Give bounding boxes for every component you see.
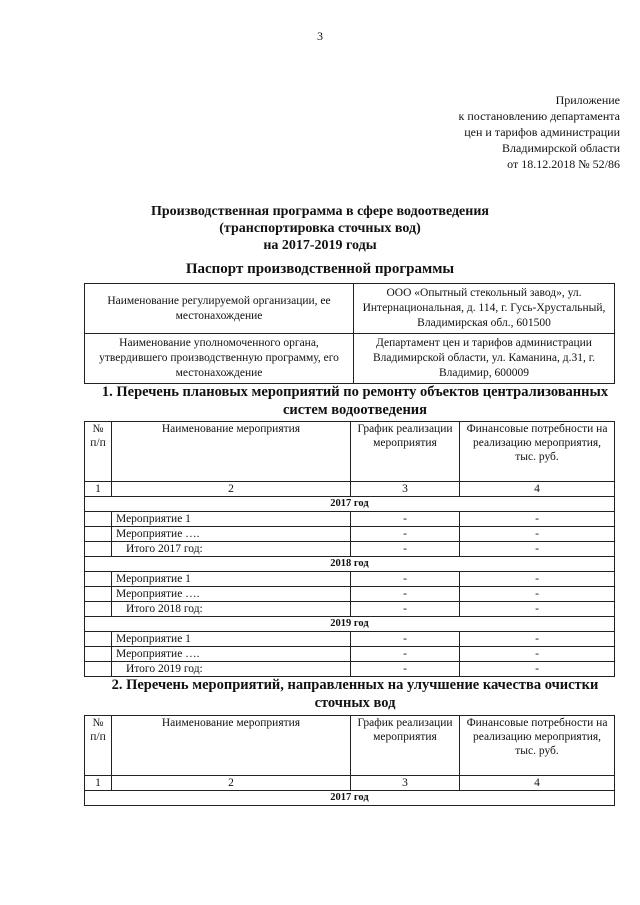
activity-name: Мероприятие …. [112, 527, 351, 542]
appendix-block [459, 92, 620, 172]
activity-finance: - [460, 632, 615, 647]
col-number: 4 [460, 776, 615, 791]
total-schedule: - [351, 662, 460, 677]
header-num: № п/п [85, 422, 112, 482]
heading-line: 1. Перечень плановых мероприятий по ремонту объектов централизованных [101, 384, 609, 400]
section2-heading [90, 676, 620, 712]
passport-value: ООО «Опытный стекольный завод», ул. Интернациональная, д. 114, г. Гусь-Хрустальный, Владимирская обл., 601500 [354, 284, 615, 334]
activity-finance: - [460, 512, 615, 527]
appendix-line: Приложение [555, 93, 620, 107]
col-number: 1 [85, 776, 112, 791]
activity-name: Мероприятие …. [112, 647, 351, 662]
total-finance: - [460, 602, 615, 617]
appendix-line: цен и тарифов администрации [464, 125, 620, 139]
header-finance: Финансовые потребности на реализацию мероприятия, тыс. руб. [460, 422, 615, 482]
col-number: 3 [351, 776, 460, 791]
appendix-line: Владимирской области [502, 141, 620, 155]
section1-table [84, 421, 615, 677]
passport-value: Департамент цен и тарифов администрации Владимирской области, ул. Каманина, д.31, г. Владимир, 600009 [354, 334, 615, 384]
header-name: Наименование мероприятия [112, 716, 351, 776]
page-number: 3 [317, 29, 323, 43]
row-num [85, 662, 112, 677]
activity-name: Мероприятие …. [112, 587, 351, 602]
row-num [85, 632, 112, 647]
passport-table [84, 283, 615, 384]
header-num: № п/п [85, 716, 112, 776]
total-name: Итого 2017 год: [112, 542, 351, 557]
heading-line: систем водоотведения [282, 402, 428, 418]
row-num [85, 587, 112, 602]
activity-finance: - [460, 587, 615, 602]
col-number: 1 [85, 482, 112, 497]
row-num [85, 542, 112, 557]
total-finance: - [460, 542, 615, 557]
col-number: 2 [112, 482, 351, 497]
activity-schedule: - [351, 572, 460, 587]
activity-finance: - [460, 527, 615, 542]
document-title [0, 203, 640, 254]
year-row: 2017 год [85, 497, 615, 512]
passport-heading: Паспорт производственной программы [185, 261, 455, 277]
row-num [85, 572, 112, 587]
activity-schedule: - [351, 587, 460, 602]
section2-table [84, 715, 615, 806]
heading-line: сточных вод [314, 695, 396, 711]
col-number: 4 [460, 482, 615, 497]
appendix-line: к постановлению департамента [458, 109, 620, 123]
header-name: Наименование мероприятия [112, 422, 351, 482]
activity-finance: - [460, 647, 615, 662]
row-num [85, 602, 112, 617]
col-number: 2 [112, 776, 351, 791]
activity-finance: - [460, 572, 615, 587]
year-row: 2019 год [85, 617, 615, 632]
passport-label: Наименование уполномоченного органа, утвердившего производственную программу, его местонахождение [85, 334, 354, 384]
activity-schedule: - [351, 647, 460, 662]
header-finance: Финансовые потребности на реализацию мероприятия, тыс. руб. [460, 716, 615, 776]
row-num [85, 647, 112, 662]
title-line: (транспортировка сточных вод) [219, 221, 421, 236]
year-row: 2017 год [85, 791, 615, 806]
activity-schedule: - [351, 632, 460, 647]
total-finance: - [460, 662, 615, 677]
total-schedule: - [351, 602, 460, 617]
row-num [85, 512, 112, 527]
title-line: на 2017-2019 годы [263, 238, 377, 253]
appendix-date: от 18.12.2018 № 52/86 [507, 157, 620, 171]
row-num [85, 527, 112, 542]
header-schedule: График реализации мероприятия [351, 422, 460, 482]
header-schedule: График реализации мероприятия [351, 716, 460, 776]
activity-name: Мероприятие 1 [112, 632, 351, 647]
activity-schedule: - [351, 512, 460, 527]
passport-label: Наименование регулируемой организации, ее местонахождение [85, 284, 354, 334]
activity-schedule: - [351, 527, 460, 542]
activity-name: Мероприятие 1 [112, 512, 351, 527]
section1-heading [90, 383, 620, 419]
heading-line: 2. Перечень мероприятий, направленных на улучшение качества очистки [111, 677, 599, 693]
total-name: Итого 2018 год: [112, 602, 351, 617]
total-name: Итого 2019 год: [112, 662, 351, 677]
title-line: Производственная программа в сфере водоотведения [151, 204, 489, 219]
col-number: 3 [351, 482, 460, 497]
total-schedule: - [351, 542, 460, 557]
year-row: 2018 год [85, 557, 615, 572]
activity-name: Мероприятие 1 [112, 572, 351, 587]
